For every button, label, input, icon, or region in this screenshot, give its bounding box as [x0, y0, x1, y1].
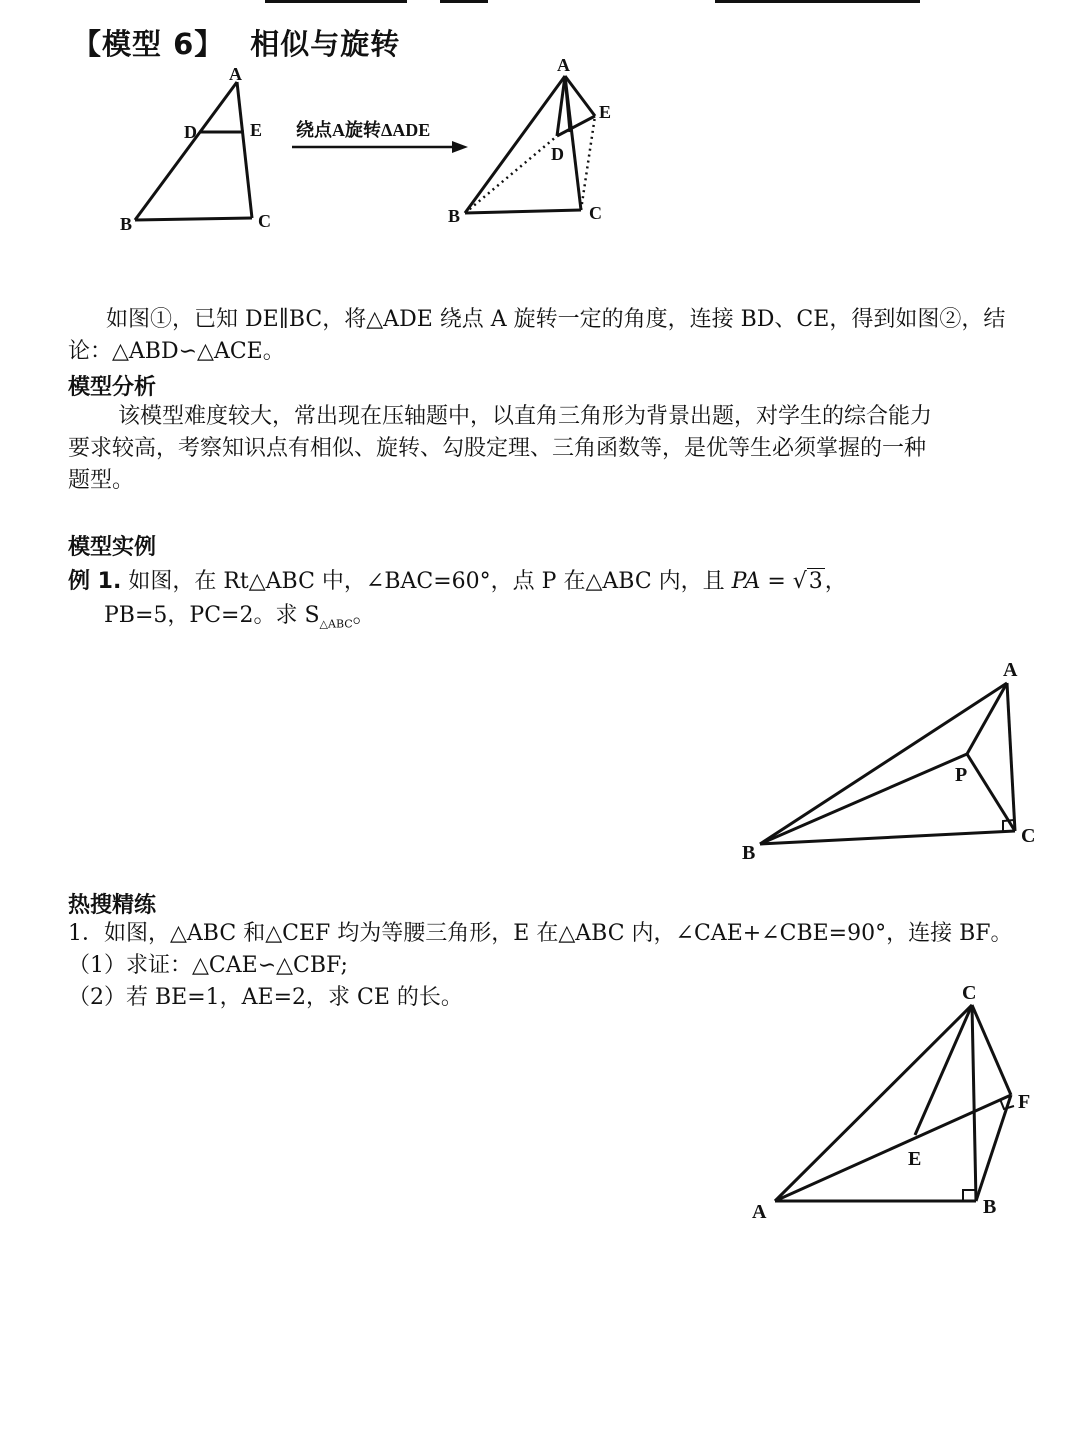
figure-example1	[735, 650, 1055, 870]
sqrt-value: 3	[808, 569, 823, 594]
practice-q1: 1．如图，△ABC 和△CEF 均为等腰三角形，E 在△ABC 内，∠CAE+∠CBE=90°，连接 BF。	[68, 921, 1013, 946]
label-b: B	[983, 1196, 997, 1218]
analysis-line2: 要求较高，考察知识点有相似、旋转、勾股定理、三角函数等，是优等生必须掌握的一种	[68, 436, 927, 461]
segment-pb	[760, 754, 967, 844]
intro-line2: 论：△ABD∽△ACE。	[68, 339, 285, 364]
practice-heading: 热搜精练	[68, 893, 157, 918]
analysis-line3: 题型。	[68, 468, 135, 493]
segment-ab	[760, 683, 1007, 844]
label-b: B	[448, 206, 461, 226]
label-b: B	[120, 214, 133, 234]
segment-cf	[972, 1005, 1011, 1095]
example1-eq: =	[760, 569, 793, 594]
label-e: E	[599, 102, 612, 122]
label-p: P	[955, 764, 968, 786]
segment-bc	[135, 218, 252, 220]
label-a: A	[557, 55, 570, 75]
example1-line2	[104, 600, 375, 640]
label-d: D	[184, 122, 197, 142]
example1-label: 例 1.	[68, 569, 122, 594]
segment-pa	[967, 683, 1007, 754]
arrow-label: 绕点A旋转ΔADE	[296, 120, 431, 140]
segment-ce-dotted	[581, 116, 595, 210]
segment-bc	[760, 831, 1015, 844]
title-bracket: 【模型 6】	[72, 27, 225, 61]
segment-ac	[237, 82, 252, 218]
segment-cb	[972, 1005, 976, 1201]
example1-end: 。	[352, 603, 375, 628]
analysis-heading: 模型分析	[68, 375, 157, 400]
top-rule-left	[265, 0, 407, 3]
label-d: D	[551, 144, 564, 164]
segment-ca	[775, 1005, 972, 1201]
label-b: B	[742, 842, 756, 864]
intro-line1: 如图①，已知 DE∥BC，将△ADE 绕点 A 旋转一定的角度，连接 BD、CE，得到如图②，结	[106, 307, 1006, 332]
label-c: C	[589, 203, 602, 223]
label-f: F	[1018, 1091, 1031, 1113]
example1-line1	[68, 566, 847, 598]
segment-bf	[976, 1095, 1011, 1201]
examples-heading: 模型实例	[68, 535, 157, 560]
example1-sub: △ABC	[319, 617, 353, 631]
example1-given: PB=5，PC=2。求 S	[104, 603, 320, 628]
figure-practice1	[740, 975, 1050, 1225]
segment-pc	[967, 754, 1015, 831]
label-a: A	[752, 1201, 767, 1223]
practice-q1-part2: （2）若 BE=1，AE=2，求 CE 的长。	[68, 985, 463, 1010]
label-e: E	[908, 1148, 922, 1170]
figure-model-left	[110, 60, 310, 240]
intro-paragraph	[68, 304, 1053, 368]
top-rule-right	[715, 0, 920, 3]
analysis-line1: 该模型难度较大，常出现在压轴题中，以直角三角形为背景出题，对学生的综合能力	[118, 404, 933, 429]
label-c: C	[258, 211, 271, 231]
segment-ab	[135, 82, 237, 220]
label-e: E	[250, 120, 263, 140]
segment-de	[557, 116, 595, 136]
analysis-paragraph	[68, 401, 1053, 497]
example1-comma: ，	[824, 569, 847, 594]
top-rule-mid	[440, 0, 488, 3]
segment-ab	[465, 76, 565, 213]
label-a: A	[1003, 659, 1018, 681]
title-name: 相似与旋转	[250, 27, 401, 61]
sqrt-sign: √	[792, 569, 807, 594]
practice-q1-part1: （1）求证：△CAE∽△CBF;	[68, 953, 348, 978]
label-a: A	[229, 64, 242, 84]
figure-model-right	[440, 52, 640, 232]
label-c: C	[962, 982, 977, 1004]
label-c: C	[1021, 825, 1036, 847]
segment-bc	[465, 210, 581, 213]
page-title	[72, 22, 400, 63]
example1-pa: PA	[731, 569, 761, 594]
segment-ac	[1007, 683, 1015, 831]
example1-text: 如图，在 Rt△ABC 中，∠BAC=60°，点 P 在△ABC 内，且	[121, 569, 732, 594]
